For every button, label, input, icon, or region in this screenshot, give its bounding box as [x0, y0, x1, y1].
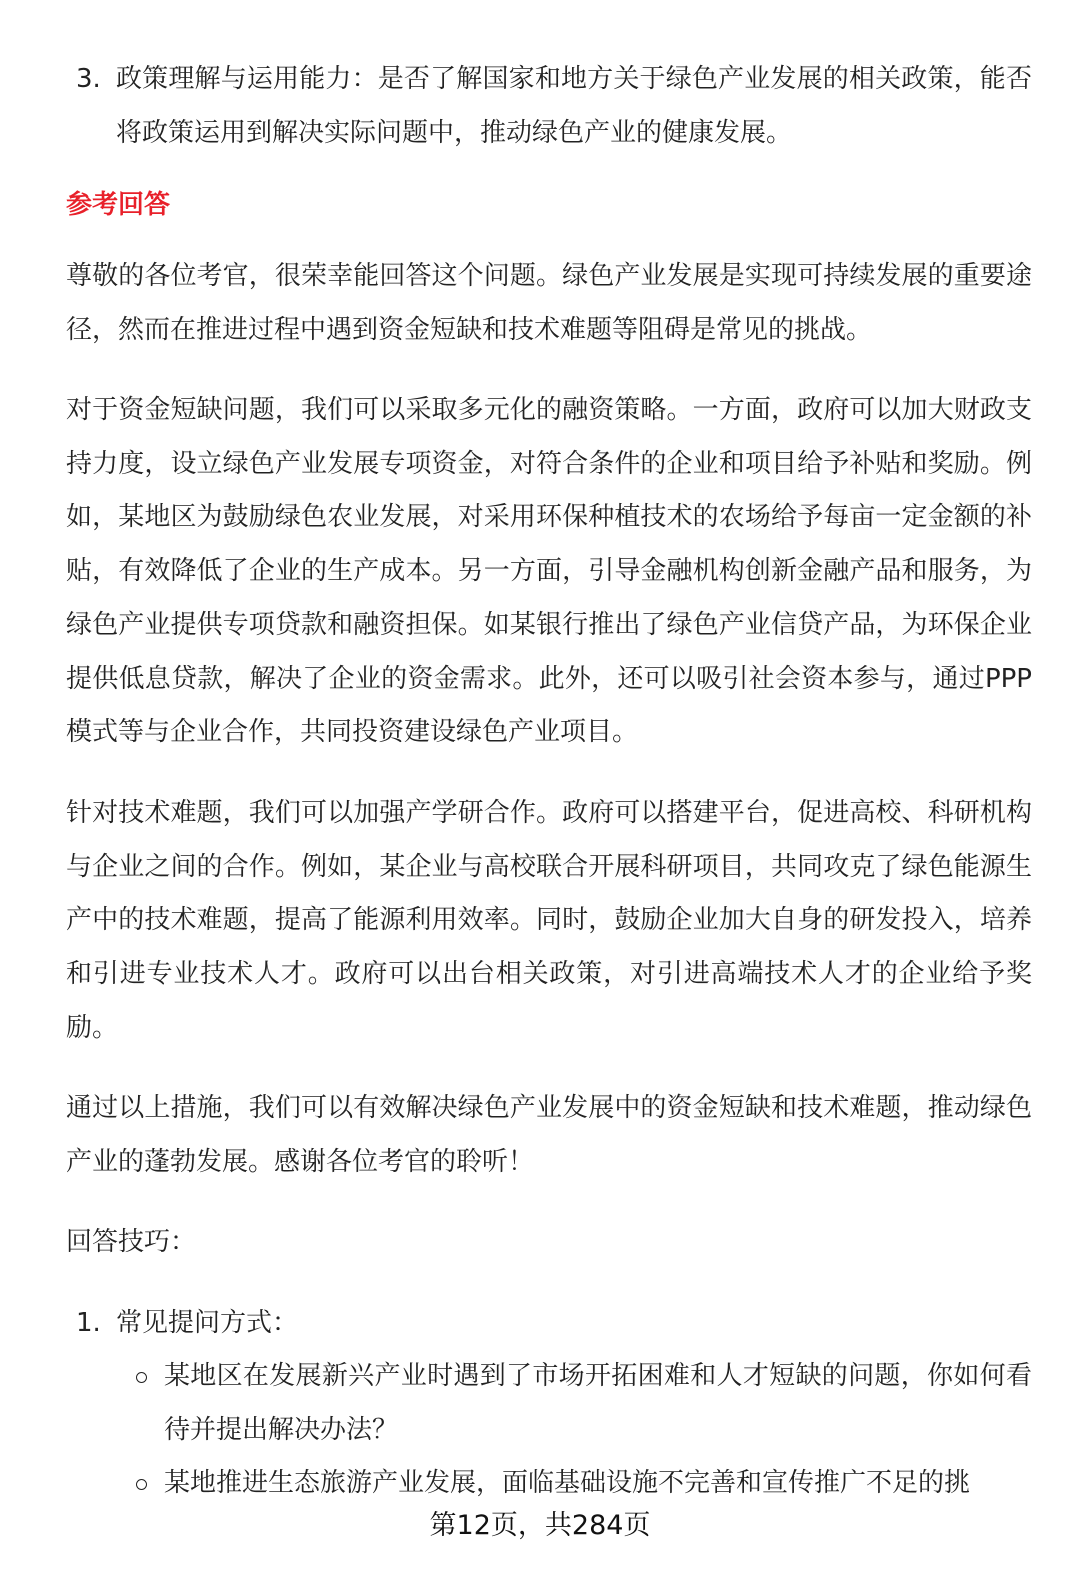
tips-heading: 回答技巧：: [66, 1227, 197, 1257]
paragraph-intro: 尊敬的各位考官，很荣幸能回答这个问题。绿色产业发展是实现可持续发展的重要途径，然而在推进过程中遇到资金短缺和技术难题等阻碍是常见的挑战。: [66, 261, 1032, 345]
answer-heading: 参考回答: [66, 190, 171, 220]
criteria-item-3: [76, 53, 1032, 160]
paragraph-conclusion: 通过以上措施，我们可以有效解决绿色产业发展中的资金短缺和技术难题，推动绿色产业的蓬勃发展。感谢各位考官的聆听！: [66, 1093, 1032, 1177]
bullet-item: [164, 1457, 1032, 1511]
page-footer: 第12页，共284页: [429, 1510, 651, 1541]
bullet-text: 某地区在发展新兴产业时遇到了市场开拓困难和人才短缺的问题，你如何看待并提出解决办法？: [164, 1361, 1032, 1445]
paragraph-funding: 对于资金短缺问题，我们可以采取多元化的融资策略。一方面，政府可以加大财政支持力度，设立绿色产业发展专项资金，对符合条件的企业和项目给予补贴和奖励。例如，某地区为鼓励绿色农业发展，对采用环保种植技术的农场给予每亩一定金额的补贴，有效降低了企业的生产成本。另一方面，引导金融机构创新金融产品和服务，为绿色产业提供专项贷款和融资担保。如某银行推出了绿色产业信贷产品，为环保企业提供低息贷款，解决了企业的资金需求。此外，还可以吸引社会资本参与，通过PPP模式等与企业合作，共同投资建设绿色产业项目。: [66, 395, 1032, 748]
bullet-item: [164, 1350, 1032, 1457]
criteria-text: 政策理解与运用能力：是否了解国家和地方关于绿色产业发展的相关政策，能否将政策运用到解决实际问题中，推动绿色产业的健康发展。: [116, 64, 1032, 148]
tips-item-text: 常见提问方式：: [116, 1308, 299, 1338]
bullet-circle-icon: [136, 1372, 147, 1383]
bullet-text: 某地推进生态旅游产业发展，面临基础设施不完善和宣传推广不足的挑: [164, 1468, 971, 1498]
list-number: 1.: [76, 1308, 101, 1338]
list-number: 3.: [76, 64, 101, 94]
bullet-circle-icon: [136, 1479, 147, 1490]
paragraph-technology: 针对技术难题，我们可以加强产学研合作。政府可以搭建平台，促进高校、科研机构与企业之间的合作。例如，某企业与高校联合开展科研项目，共同攻克了绿色能源生产中的技术难题，提高了能源利用效率。同时，鼓励企业加大自身的研发投入，培养和引进专业技术人才。政府可以出台相关政策，对引进高端技术人才的企业给予奖励。: [66, 798, 1032, 1043]
tips-item-1: [76, 1297, 1032, 1351]
